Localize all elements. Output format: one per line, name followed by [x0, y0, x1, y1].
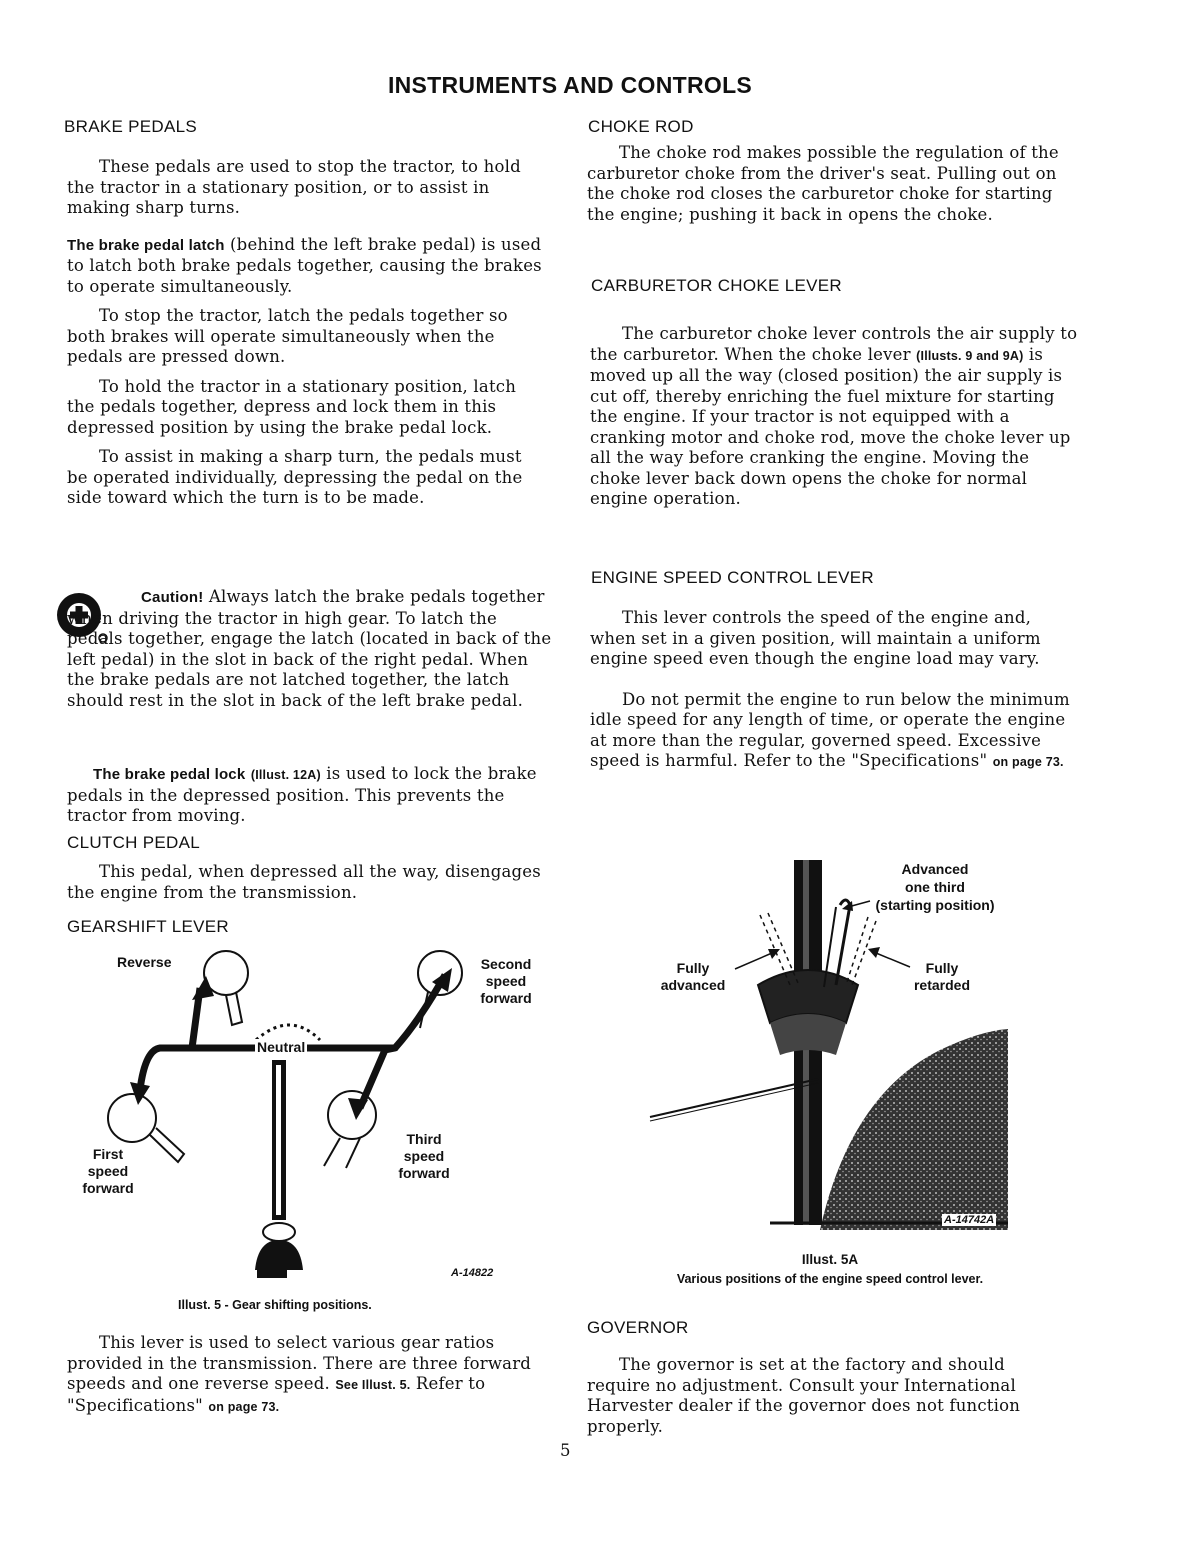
brake-latch-text: (behind the left brake pedal) is used to latch both brake pedals together, causing the brakes to operate simultaneously. [67, 234, 542, 296]
brake-paragraph-2 [67, 235, 547, 298]
governor-text: The governor is set at the factory and should require no adjustment. Consult your International Harvester dealer if the governor does not function properly. [587, 1355, 1021, 1436]
gearshift-spec-text: Refer to "Specifications" [67, 1374, 486, 1415]
choke-rod-heading: CHOKE ROD [588, 117, 694, 136]
clutch-pedal-heading: CLUTCH PEDAL [67, 833, 201, 852]
gearshift-heading: GEARSHIFT LEVER [67, 917, 229, 936]
advanced-one-third-label: Advanced one third (starting position) [875, 861, 995, 913]
fully-advanced-label: Fully advanced [660, 960, 726, 993]
gearshift-illust-ref: See Illust. 5. [335, 1378, 411, 1392]
brake-pedals-heading: BRAKE PEDALS [64, 117, 198, 136]
speed-lever-caption-number: Illust. 5A [801, 1252, 859, 1267]
page-number: 5 [560, 1441, 571, 1460]
engine-speed-heading: ENGINE SPEED CONTROL LEVER [591, 568, 875, 587]
gearshift-caption: Illust. 5 - Gear shifting positions. [178, 1298, 372, 1312]
brake-lock-text: is used to lock the brake pedals in the depressed position. This prevents the tractor from moving. [67, 764, 537, 825]
caution-paragraph [67, 587, 555, 711]
engine-speed-paragraph-1: This lever controls the speed of the engine and, when set in a given position, will maintain a uniform engine speed even though the engine load may vary. [590, 608, 1041, 668]
engine-speed-paragraph-2: Do not permit the engine to run below the minimum idle speed for any length of time, or operate the engine at more than the regular, governed speed. Excessive speed is harmful. Refer to the "Specifications" [590, 689, 1070, 770]
third-speed-label: Third speed forward [398, 1131, 450, 1181]
carburetor-choke-section [590, 324, 1080, 510]
reverse-label: Reverse [117, 954, 172, 970]
gearshift-text: This lever is used to select various gear ratios provided in the transmission. There are three forward speeds and one reverse speed. [67, 1333, 532, 1393]
brake-lock-ref: (Illust. 12A) [250, 768, 321, 782]
clutch-text: This pedal, when depressed all the way, disengages the engine from the transmission. [67, 862, 541, 902]
gearshift-paragraph [67, 1333, 537, 1417]
speed-lever-figure-code: A-14742A [944, 1214, 995, 1226]
caution-label: Caution! [141, 589, 204, 606]
carburetor-choke-heading: CARBURETOR CHOKE LEVER [591, 276, 842, 295]
fully-retarded-label: Fully retarded [913, 960, 971, 993]
choke-rod-section [587, 143, 1081, 225]
brake-paragraph-3: To stop the tractor, latch the pedals together so both brakes will operate simultaneously when the pedals are pressed down. [67, 306, 508, 366]
brake-paragraph-4: To hold the tractor in a stationary position, latch the pedals together, depress and lock them in this depressed position by using the brake pedal lock. [67, 376, 517, 437]
choke-lever-text-a: The carburetor choke lever controls the air supply to the carburetor. When the choke lever [590, 324, 1078, 364]
engine-speed-section [590, 608, 1080, 773]
brake-lock-term: The brake pedal lock [93, 766, 246, 783]
gearshift-figure-code: A-14822 [451, 1267, 494, 1279]
gearshift-page-ref: on page 73. [208, 1399, 280, 1414]
second-speed-label: Second speed forward [480, 956, 532, 1006]
governor-section [587, 1355, 1067, 1437]
caution-text: Always latch the brake pedals together when driving the tractor in high gear. To latch the pedals together, engage the latch (located in back of the left pedal) in the slot in back of the right pedal. When the brake pedals are not latched together, the latch should rest in the slot in back of the left brake pedal. [67, 587, 552, 710]
clutch-paragraph [67, 862, 545, 903]
brake-pedals-section [67, 157, 547, 509]
brake-lock-paragraph [67, 764, 545, 827]
choke-lever-text-b: is moved up all the way (closed position) the air supply is cut off, thereby enriching the fuel mixture for starting the engine. If your tractor is not equipped with a cranking motor and choke rod, move the choke lever up all the way before cranking the engine. Moving the choke lever back down opens the choke for normal engine operation. [590, 344, 1071, 508]
reverse-knob [204, 951, 248, 1025]
brake-paragraph-1: These pedals are used to stop the tractor, to hold the tractor in a stationary position, or to assist in making sharp turns. [67, 157, 521, 217]
choke-rod-text: The choke rod makes possible the regulation of the carburetor choke from the driver's seat. Pulling out on the choke rod closes the carburetor choke for starting the engine; pushing it back in opens the choke. [587, 143, 1059, 224]
speed-lever-caption: Various positions of the engine speed control lever. [676, 1272, 984, 1286]
first-speed-label: First speed forward [82, 1146, 134, 1196]
engine-speed-page-ref: on page 73. [992, 755, 1064, 769]
brake-paragraph-5: To assist in making a sharp turn, the pedals must be operated individually, depressing the pedal on the side toward which the turn is to be made. [67, 447, 523, 507]
governor-heading: GOVERNOR [587, 1318, 689, 1337]
brake-latch-term: The brake pedal latch [67, 236, 225, 254]
choke-lever-ref: (Illusts. 9 and 9A) [916, 348, 1024, 363]
neutral-label: Neutral [257, 1039, 306, 1055]
page-title: INSTRUMENTS AND CONTROLS [387, 72, 753, 98]
center-lever [255, 1025, 320, 1278]
